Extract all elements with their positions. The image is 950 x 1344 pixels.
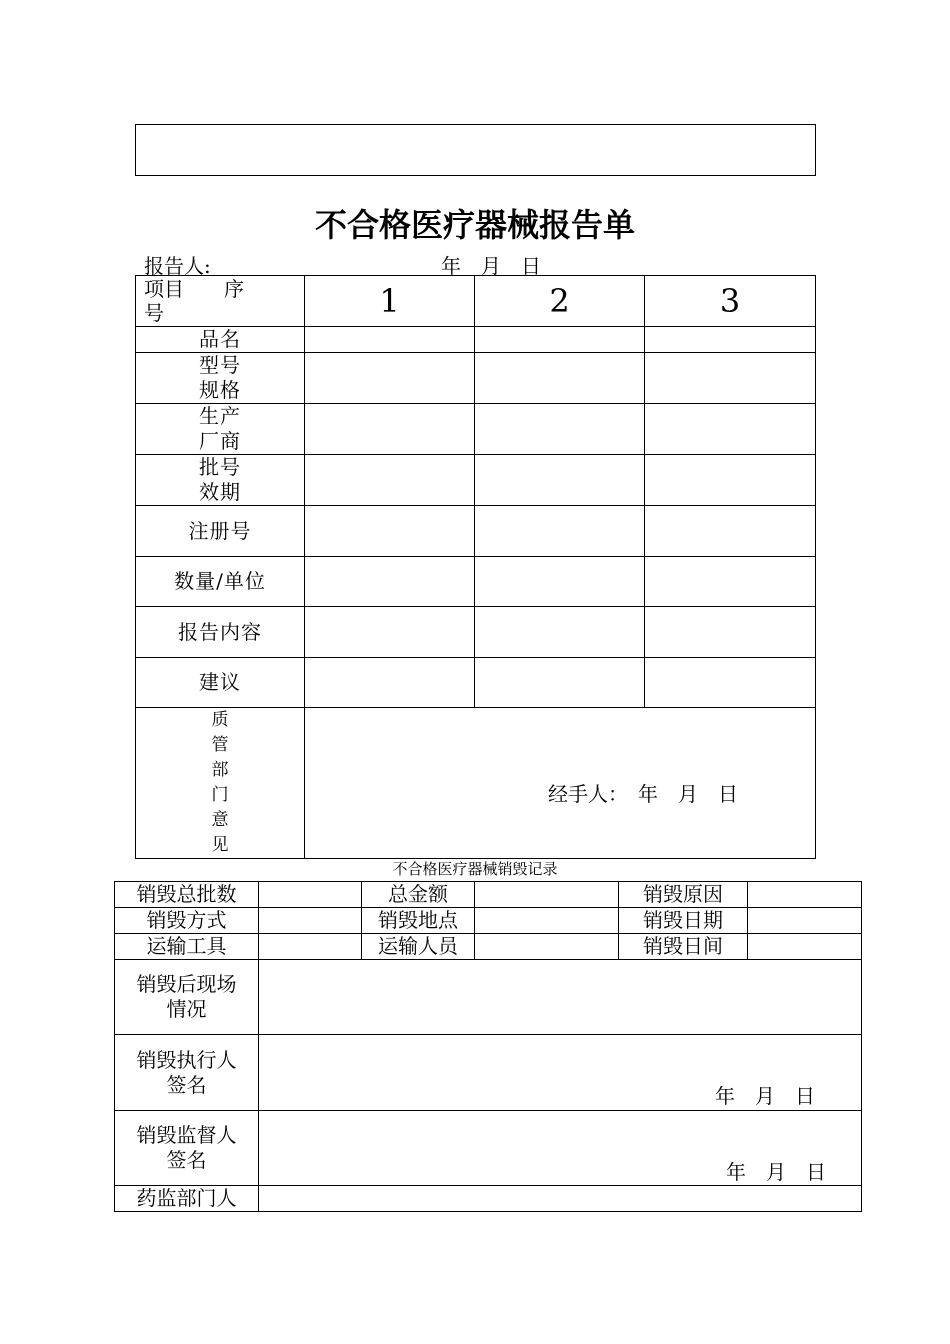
- total-amount-value[interactable]: [475, 882, 619, 908]
- row-value-cell[interactable]: [645, 404, 816, 455]
- row-value-cell[interactable]: [475, 557, 645, 607]
- executor-label: [115, 1035, 259, 1111]
- destroy-record-title: 不合格医疗器械销毁记录: [392, 860, 558, 878]
- row-label: [136, 658, 305, 708]
- transport-tool-value[interactable]: [259, 934, 362, 960]
- row-label-line2: 规格: [199, 378, 241, 402]
- total-batches-label: 销毁总批数: [115, 882, 259, 908]
- fda-staff-label: 药监部门人: [115, 1186, 259, 1212]
- destroy-reason-value[interactable]: [748, 882, 862, 908]
- row-value-cell[interactable]: [305, 557, 475, 607]
- executor-content[interactable]: [259, 1035, 862, 1111]
- row-label: [136, 455, 305, 506]
- row-value-cell[interactable]: [645, 455, 816, 506]
- column-1-header: 1: [305, 276, 475, 327]
- header-label-line2: 号: [144, 301, 164, 325]
- qm-label-char: 部: [211, 760, 229, 780]
- row-value-cell[interactable]: [645, 557, 816, 607]
- scene-content[interactable]: [259, 960, 862, 1035]
- supervisor-content[interactable]: [259, 1111, 862, 1186]
- row-label-line2: 厂商: [199, 429, 241, 453]
- qm-label-char: 管: [211, 735, 229, 755]
- row-value-cell[interactable]: [475, 506, 645, 557]
- row-label-line1: 数量/单位: [174, 569, 266, 593]
- qm-handler-sign: 经手人： 年 月 日: [548, 782, 738, 806]
- row-label: [136, 404, 305, 455]
- row-value-cell[interactable]: [645, 353, 816, 404]
- destroy-location-label: 销毁地点: [362, 908, 475, 934]
- header-label-line1: 项目 序: [144, 277, 244, 301]
- qm-label-char: 质: [211, 710, 229, 730]
- executor-label-line2: 签名: [166, 1072, 207, 1097]
- row-label-line1: 生产: [199, 404, 241, 428]
- executor-label-line1: 销毁执行人: [136, 1047, 237, 1072]
- total-batches-value[interactable]: [259, 882, 362, 908]
- supervisor-label-line1: 销毁监督人: [136, 1123, 237, 1147]
- row-label-line1: 批号: [199, 455, 241, 479]
- destroy-record-table: [114, 881, 862, 1212]
- row-value-cell[interactable]: [305, 607, 475, 658]
- row-label-line1: 型号: [199, 353, 241, 377]
- scene-label: [115, 960, 259, 1035]
- row-label-line1: 注册号: [188, 518, 252, 543]
- destroy-location-value[interactable]: [475, 908, 619, 934]
- row-value-cell[interactable]: [475, 353, 645, 404]
- row-label: [136, 353, 305, 404]
- transport-staff-value[interactable]: [475, 934, 619, 960]
- row-value-cell[interactable]: [645, 658, 816, 708]
- qm-opinion-label: [136, 708, 305, 859]
- row-value-cell[interactable]: [475, 658, 645, 708]
- destroy-time-label: 销毁日间: [619, 934, 748, 960]
- row-label-line1: 报告内容: [178, 619, 262, 644]
- scene-label-line2: 情况: [166, 997, 207, 1021]
- total-amount-label: 总金额: [362, 882, 475, 908]
- row-value-cell[interactable]: [645, 607, 816, 658]
- row-value-cell[interactable]: [475, 607, 645, 658]
- supervisor-label-line2: 签名: [166, 1148, 207, 1172]
- destroy-method-value[interactable]: [259, 908, 362, 934]
- scene-label-line1: 销毁后现场: [136, 972, 237, 996]
- destroy-reason-label: 销毁原因: [619, 882, 748, 908]
- row-label: [136, 506, 305, 557]
- fda-staff-value[interactable]: [259, 1186, 862, 1212]
- row-value-cell[interactable]: [305, 658, 475, 708]
- row-value-cell[interactable]: [305, 404, 475, 455]
- executor-date: 年 月 日: [715, 1084, 815, 1108]
- row-value-cell[interactable]: [475, 404, 645, 455]
- report-date: 年 月 日: [441, 254, 541, 278]
- row-label-line2: 效期: [199, 480, 241, 504]
- qm-label-char: 意: [211, 810, 229, 830]
- row-label-line1: 建议: [199, 670, 241, 694]
- destroy-date-value[interactable]: [748, 908, 862, 934]
- destroy-date-label: 销毁日期: [619, 908, 748, 934]
- column-2-header: 2: [475, 276, 645, 327]
- row-label-line1: 品名: [199, 327, 241, 351]
- qm-label-char: 见: [211, 835, 229, 855]
- row-value-cell[interactable]: [475, 455, 645, 506]
- row-label: [136, 327, 305, 353]
- row-value-cell[interactable]: [645, 506, 816, 557]
- destroy-method-label: 销毁方式: [115, 908, 259, 934]
- column-3-header: 3: [645, 276, 816, 327]
- page-title: 不合格医疗器械报告单: [314, 206, 635, 244]
- transport-tool-label: 运输工具: [115, 934, 259, 960]
- supervisor-date: 年 月 日: [726, 1160, 826, 1184]
- row-value-cell[interactable]: [475, 327, 645, 353]
- supervisor-label: [115, 1111, 259, 1186]
- qm-opinion-content[interactable]: [305, 708, 816, 859]
- header-label-cell: [136, 276, 305, 327]
- header-box: [135, 124, 816, 176]
- row-label: [136, 557, 305, 607]
- reporter-label: 报告人:: [144, 254, 211, 278]
- row-value-cell[interactable]: [305, 353, 475, 404]
- transport-staff-label: 运输人员: [362, 934, 475, 960]
- report-table: [135, 275, 816, 859]
- row-value-cell[interactable]: [645, 327, 816, 353]
- qm-label-char: 门: [211, 785, 229, 805]
- destroy-time-value[interactable]: [748, 934, 862, 960]
- row-value-cell[interactable]: [305, 327, 475, 353]
- row-value-cell[interactable]: [305, 506, 475, 557]
- row-label: [136, 607, 305, 658]
- row-value-cell[interactable]: [305, 455, 475, 506]
